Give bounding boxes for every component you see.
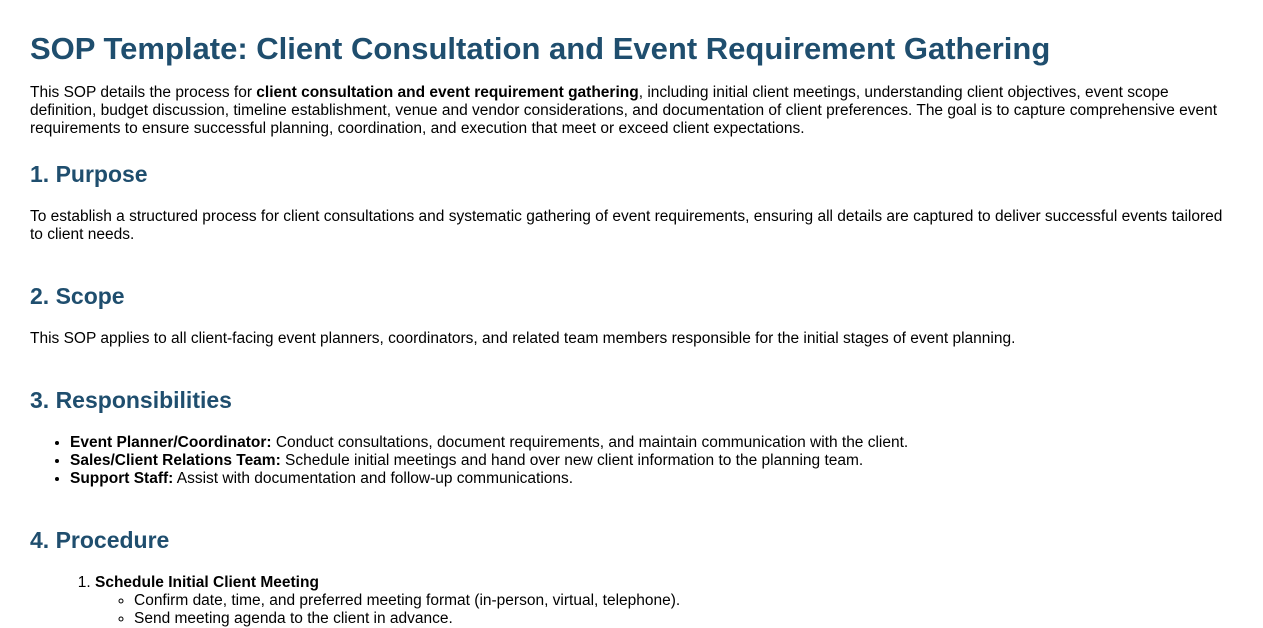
procedure-substep: ◦ Confirm date, time, and preferred meeting format (in-person, virtual, telephone). <box>134 592 1233 610</box>
intro-paragraph <box>30 84 1233 138</box>
responsibility-text: Conduct consultations, document requirements, and maintain communication with the client. <box>271 434 909 451</box>
intro-bold-text: client consultation and event requirement gathering <box>256 84 639 101</box>
purpose-text: To establish a structured process for client consultations and systematic gathering of event requirements, ensuring all details are captured to deliver successful events tailored to client needs. <box>30 208 1223 243</box>
purpose-heading: 1. Purpose <box>30 161 148 187</box>
responsibility-role: Sales/Client Relations Team: <box>70 452 281 469</box>
intro-text-start: This SOP details the process for <box>30 84 257 101</box>
procedure-substep: ◦ Send meeting agenda to the client in advance. <box>134 610 1233 628</box>
responsibility-role: Event Planner/Coordinator: <box>70 434 272 451</box>
responsibilities-list <box>30 434 1233 488</box>
responsibility-role: Support Staff: <box>70 470 174 487</box>
procedure-steps <box>30 574 1233 628</box>
responsibility-text: Schedule initial meetings and hand over new client information to the planning team. <box>280 452 864 469</box>
procedure-step <box>95 574 1233 628</box>
procedure-heading: 4. Procedure <box>30 527 170 553</box>
intro-text-end: , including initial client meetings, understanding client objectives, event scope definition, budget discussion, timeline establishment, venue and vendor considerations, and documentation of client preferences. The goal is to capture comprehensive event requirements to ensure successful planning, coordination, and execution that meet or exceed client expectations. <box>30 84 1218 137</box>
page-title: SOP Template: Client Consultation and Event Requirement Gathering <box>30 31 1051 66</box>
procedure-step-title: Schedule Initial Client Meeting <box>95 574 319 591</box>
responsibility-text: Assist with documentation and follow-up communications. <box>173 470 574 487</box>
procedure-substeps <box>95 592 1233 628</box>
responsibility-item <box>70 434 1233 452</box>
scope-text: This SOP applies to all client-facing event planners, coordinators, and related team members responsible for the initial stages of event planning. <box>30 330 1016 347</box>
responsibility-item <box>70 452 1233 470</box>
scope-heading: 2. Scope <box>30 283 125 309</box>
responsibilities-heading: 3. Responsibilities <box>30 387 232 413</box>
responsibility-item <box>70 470 1233 488</box>
